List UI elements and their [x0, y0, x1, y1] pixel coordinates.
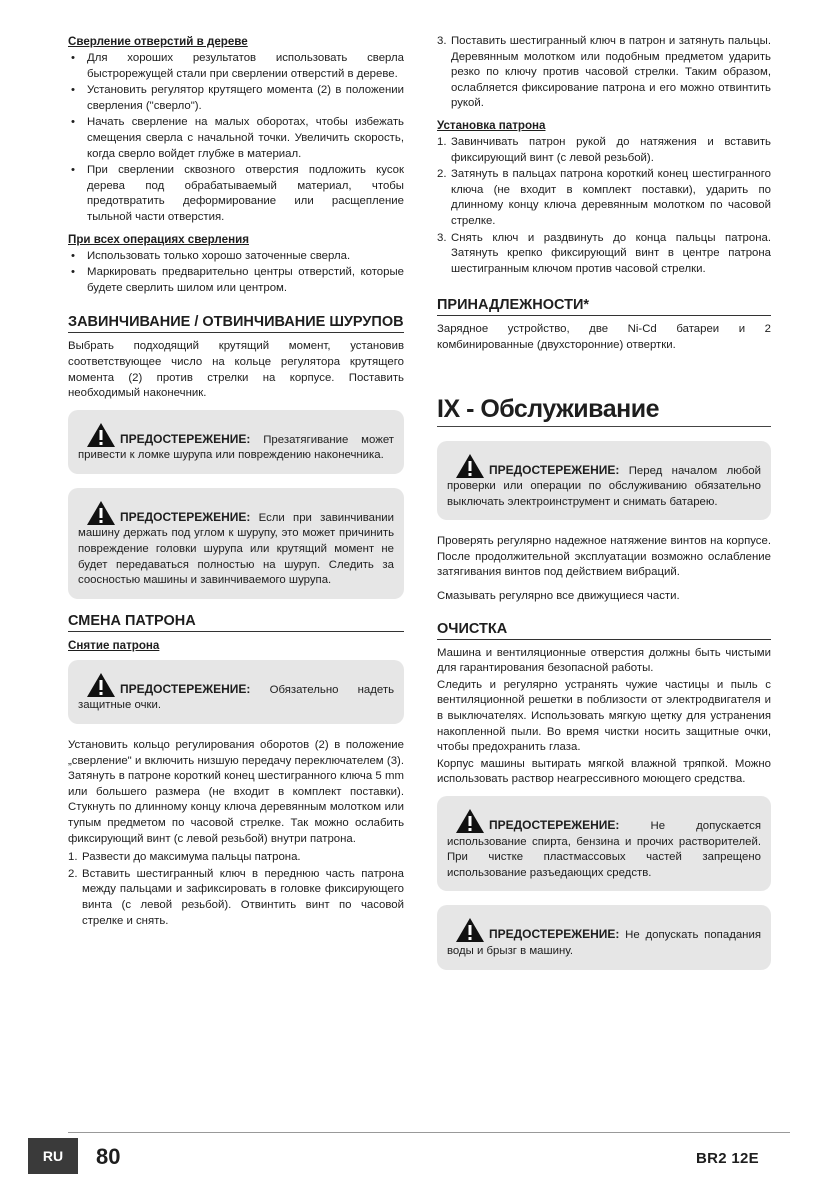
warning-label: ПРЕДОСТЕРЕЖЕНИЕ:	[489, 927, 620, 942]
screwing-text: Выбрать подходящий крутящий момент, установив соответствующее число на кольце регулятора крутящего момента (2) против стрелки на корпусе. Поставить необходимый наконечник.	[68, 340, 404, 400]
heading-screwing: ЗАВИНЧИВАНИЕ / ОТВИНЧИВАНИЕ ШУРУПОВ	[68, 314, 404, 333]
maintenance-text-1: Проверять регулярно надежное натяжение винтов на корпусе. После продолжительной эксплуатации возможно ослабление затягивания винтов под действием вибраций.	[437, 535, 771, 579]
warning-icon	[86, 422, 116, 448]
list-item: 1. Развести до максимума пальцы патрона.	[68, 851, 301, 864]
list-item: • Установить регулятор крутящего момента (2) в положении сверления ("сверло").	[68, 83, 404, 114]
chapter-title: IX - Обслуживание	[437, 394, 771, 427]
cleaning-text-1: Машина и вентиляционные отверстия должны быть чистыми для гарантирования безопасной работы.	[437, 646, 771, 675]
warning-label: ПРЕДОСТЕРЕЖЕНИЕ:	[120, 431, 251, 446]
warning-label: ПРЕДОСТЕРЕЖЕНИЕ:	[489, 462, 620, 477]
warning-box-maintenance	[437, 441, 771, 521]
chuck-removal-steps	[68, 850, 404, 929]
footer-divider	[68, 1132, 790, 1133]
model-name: BR2 12E	[696, 1150, 759, 1167]
list-item: 2. Вставить шестигранный ключ в переднюю часть патрона между пальцами и зафиксировать в головке фиксирующего винта (с левой резьбой). Отвинтить винт по часовой стрелке и снять.	[68, 867, 404, 927]
chuck-removal-step-3	[437, 34, 771, 112]
subheading-chuck-removal: Снятие патрона	[68, 638, 160, 652]
warning-box-solvents	[437, 796, 771, 891]
chuck-removal-text: Установить кольцо регулирования оборотов (2) в положение „сверление" и включить низшую передачу переключателем (3). Затянуть в патроне короткий конец шестигранного ключа 5 mm или большего размера (не входит в комплект поставки). Стукнуть по длинному концу ключа деревянным молотком или тупым предметом по часовой стрелке. Так можно ослабить фиксирующий винт (с левой резьбой) внутри патрона.	[68, 739, 404, 845]
maintenance-text-2: Смазывать регулярно все движущиеся части.	[437, 590, 680, 603]
heading-accessories: ПРИНАДЛЕЖНОСТИ*	[437, 297, 771, 316]
warning-text: Не допускается использование спирта, бензина и прочих растворителей. При чистке пластмассовых частей запрещено использование разъедающих средств.	[447, 820, 761, 879]
list-item: 1. Завинчивать патрон рукой до натяжения и вставить фиксирующий винт (с левой резьбой).	[437, 135, 771, 164]
left-column	[68, 34, 404, 935]
list-item: 2. Затянуть в пальцах патрона короткий конец шестигранного ключа (не входит в комплект поставки), ударить по длинному концу ключа деревянным молотком по часовой стрелке.	[437, 168, 771, 227]
subheading-wood-drilling: Сверление отверстий в дереве	[68, 35, 248, 48]
warning-box-overtightening	[68, 410, 404, 474]
warning-icon	[455, 808, 485, 834]
warning-box-water	[437, 905, 771, 969]
cleaning-text-2: Следить и регулярно устранять чужие частицы и пыль с вентиляционной решетки в поблизости от электродвигателя и в выключателях. Использовать мягкую щетку для устранения накопленной пыли. Во время чистки носить защитные очки, чтобы предохранить глаза.	[437, 678, 771, 754]
heading-chuck-change: СМЕНА ПАТРОНА	[68, 613, 404, 632]
list-item: • Использовать только хорошо заточенные сверла.	[68, 249, 404, 265]
list-item: • Маркировать предварительно центры отверстий, которые будете сверлить шилом или центром.	[68, 265, 404, 296]
wood-drilling-list	[68, 51, 404, 226]
list-item: • При сверлении сквозного отверстия подложить кусок дерева под обрабатываемый материал, чтобы предотвратить деформирование или расщепление тыльной части отверстия.	[68, 163, 404, 225]
warning-icon	[455, 453, 485, 479]
list-item: 3. Поставить шестигранный ключ в патрон и затянуть пальцы. Деревянным молотком или подобным предметом ударить резко по ключу против часовой стрелки. Таким образом, ослабляется фиксирование патрона и его можно отвинтить рукой.	[437, 35, 771, 110]
warning-icon	[86, 500, 116, 526]
page-number: 80	[96, 1144, 121, 1169]
warning-text: Презатягивание может привести к ломке шурупа или повреждению наконечника.	[78, 433, 395, 462]
warning-text: Если при завинчивании машину держать под углом к шурупу, это может причинить повреждение головки шурупа или крутящий момент не будет передаваться полностью на шуруп. Следить за соосностью машины и завинчиваемого шурупа.	[78, 511, 394, 587]
warning-label: ПРЕДОСТЕРЕЖЕНИЕ:	[489, 818, 620, 832]
accessories-text: Зарядное устройство, две Ni-Cd батареи и 2 комбинированные (двухсторонние) отвертки.	[437, 323, 771, 351]
chuck-install-steps	[437, 135, 771, 277]
warning-text: Не допускать попадания воды и брызг в машину.	[447, 929, 761, 957]
heading-cleaning: ОЧИСТКА	[437, 621, 771, 640]
list-item: • Начать сверление на малых оборотах, чтобы избежать смещения сверла с начальной точки. Увеличить скорость, когда сверло войдет глубже в материал.	[68, 115, 404, 162]
warning-icon	[455, 917, 485, 943]
list-item: 3. Снять ключ и раздвинуть до конца пальцы патрона. Затянуть крепко фиксирующий винт в центре патрона шестигранным ключом против часовой стрелки.	[437, 231, 771, 275]
cleaning-text-3: Корпус машины вытирать мягкой влажной тряпкой. Можно использовать раствор неагрессивного моющего средства.	[437, 757, 771, 786]
warning-icon	[86, 672, 116, 698]
warning-text: Перед началом любой проверки или операции по обслуживанию обязательно выключать электроинструмент и снимать батарею.	[447, 464, 761, 508]
all-drilling-list	[68, 249, 404, 297]
subheading-chuck-install: Установка патрона	[437, 118, 546, 132]
list-item: • Для хороших результатов использовать сверла быстрорежущей стали при сверлении отверстий в дереве.	[68, 51, 404, 82]
warning-text: Обязательно надеть защитные очки.	[78, 683, 395, 712]
subheading-all-drilling: При всех операциях сверления	[68, 232, 249, 246]
language-tab: RU	[28, 1138, 78, 1174]
warning-label: ПРЕДОСТЕРЕЖЕНИЕ:	[120, 681, 251, 696]
warning-box-angle	[68, 488, 404, 599]
right-column	[437, 34, 771, 984]
warning-box-goggles	[68, 660, 404, 724]
warning-label: ПРЕДОСТЕРЕЖЕНИЕ:	[120, 509, 251, 524]
